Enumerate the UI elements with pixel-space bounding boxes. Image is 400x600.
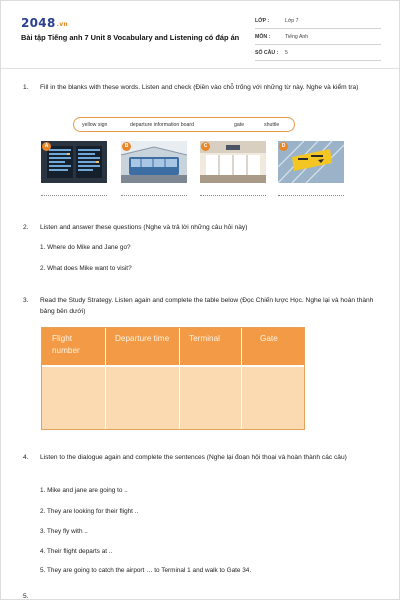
airport-gate-photo [200, 141, 266, 183]
table-header-gate: Gate [260, 334, 278, 343]
answer-blank-d[interactable] [278, 195, 344, 196]
question-2-item: 1. Where do Mike and Jane go? [40, 244, 131, 251]
meta-info [255, 15, 381, 63]
photo-badge: A [42, 142, 51, 151]
meta-value: Lớp 7 [285, 18, 299, 24]
question-4-item: 2. They are looking for their flight .. [40, 508, 139, 515]
departure-board-photo [41, 141, 107, 183]
flight-info-table [41, 327, 305, 430]
photo-badge: C [201, 142, 210, 151]
question-text: Fill in the blanks with these words. Listen and check (Điền vào chỗ trống với những từ này. Nghe và kiểm tra) [40, 84, 359, 91]
table-header-flight-number: Flight number [52, 334, 80, 355]
question-5-number: 5. [23, 593, 29, 600]
word-shuttle: shuttle [264, 121, 280, 128]
word-box [73, 117, 295, 132]
answer-blank-c[interactable] [200, 195, 266, 196]
question-4-item: 3. They fly with .. [40, 528, 88, 535]
meta-row-subject [255, 31, 381, 45]
header [1, 1, 399, 69]
table-cell-departure-time[interactable] [106, 367, 179, 429]
table-header-terminal: Terminal [189, 334, 220, 343]
question-number: 2. [23, 224, 29, 231]
question-4-item: 1. Mike and jane are going to .. [40, 487, 128, 494]
word-yellow-sign: yellow sign [82, 121, 108, 128]
question-text: Read the Study Strategy. Listen again and complete the table below (Đọc Chiến lược Học. Nghe lại và hoàn thành bảng bên dưới) [40, 297, 374, 315]
meta-value: 5 [285, 50, 288, 56]
document-title: Bài tập Tiếng anh 7 Unit 8 Vocabulary and Listening có đáp án [21, 33, 240, 42]
yellow-sign-photo [278, 141, 344, 183]
meta-value: Tiếng Anh [285, 34, 309, 40]
answer-blank-b[interactable] [121, 195, 187, 196]
table-header-departure-time: Departure time [115, 334, 170, 343]
question-2-item: 2. What does Mike want to visit? [40, 265, 132, 272]
meta-row-class [255, 15, 381, 29]
question-number: 3. [23, 297, 29, 304]
question-4-item: 4. Their flight departs at .. [40, 548, 113, 555]
table-cell-terminal[interactable] [180, 367, 241, 429]
logo-text: 2048 [21, 16, 56, 30]
meta-key: SỐ CÂU : [255, 50, 279, 56]
question-text: Listen and answer these questions (Nghe và trả lời những câu hỏi này) [40, 224, 248, 231]
airport-shuttle-photo [121, 141, 187, 183]
table-cell-flight-number[interactable] [42, 367, 105, 429]
meta-row-count [255, 47, 381, 61]
logo-suffix: .vn [56, 21, 68, 28]
question-number: 4. [23, 454, 29, 461]
meta-key: MÔN : [255, 34, 271, 40]
answer-blank-a[interactable] [41, 195, 107, 196]
question-text: Listen to the dialogue again and complete the sentences (Nghe lại đoạn hội thoại và hoàn thành các câu) [40, 454, 347, 461]
table-cell-gate[interactable] [242, 367, 304, 429]
question-4-item: 5. They are going to catch the airport … to Terminal 1 and walk to Gate 34. [40, 567, 252, 574]
question-number: 1. [23, 84, 29, 91]
photo-badge: D [279, 142, 288, 151]
word-gate: gate [234, 121, 245, 128]
meta-key: LỚP : [255, 18, 270, 24]
photo-badge: B [122, 142, 131, 151]
site-logo[interactable] [21, 16, 68, 30]
word-departure-board: departure information board [130, 121, 195, 128]
